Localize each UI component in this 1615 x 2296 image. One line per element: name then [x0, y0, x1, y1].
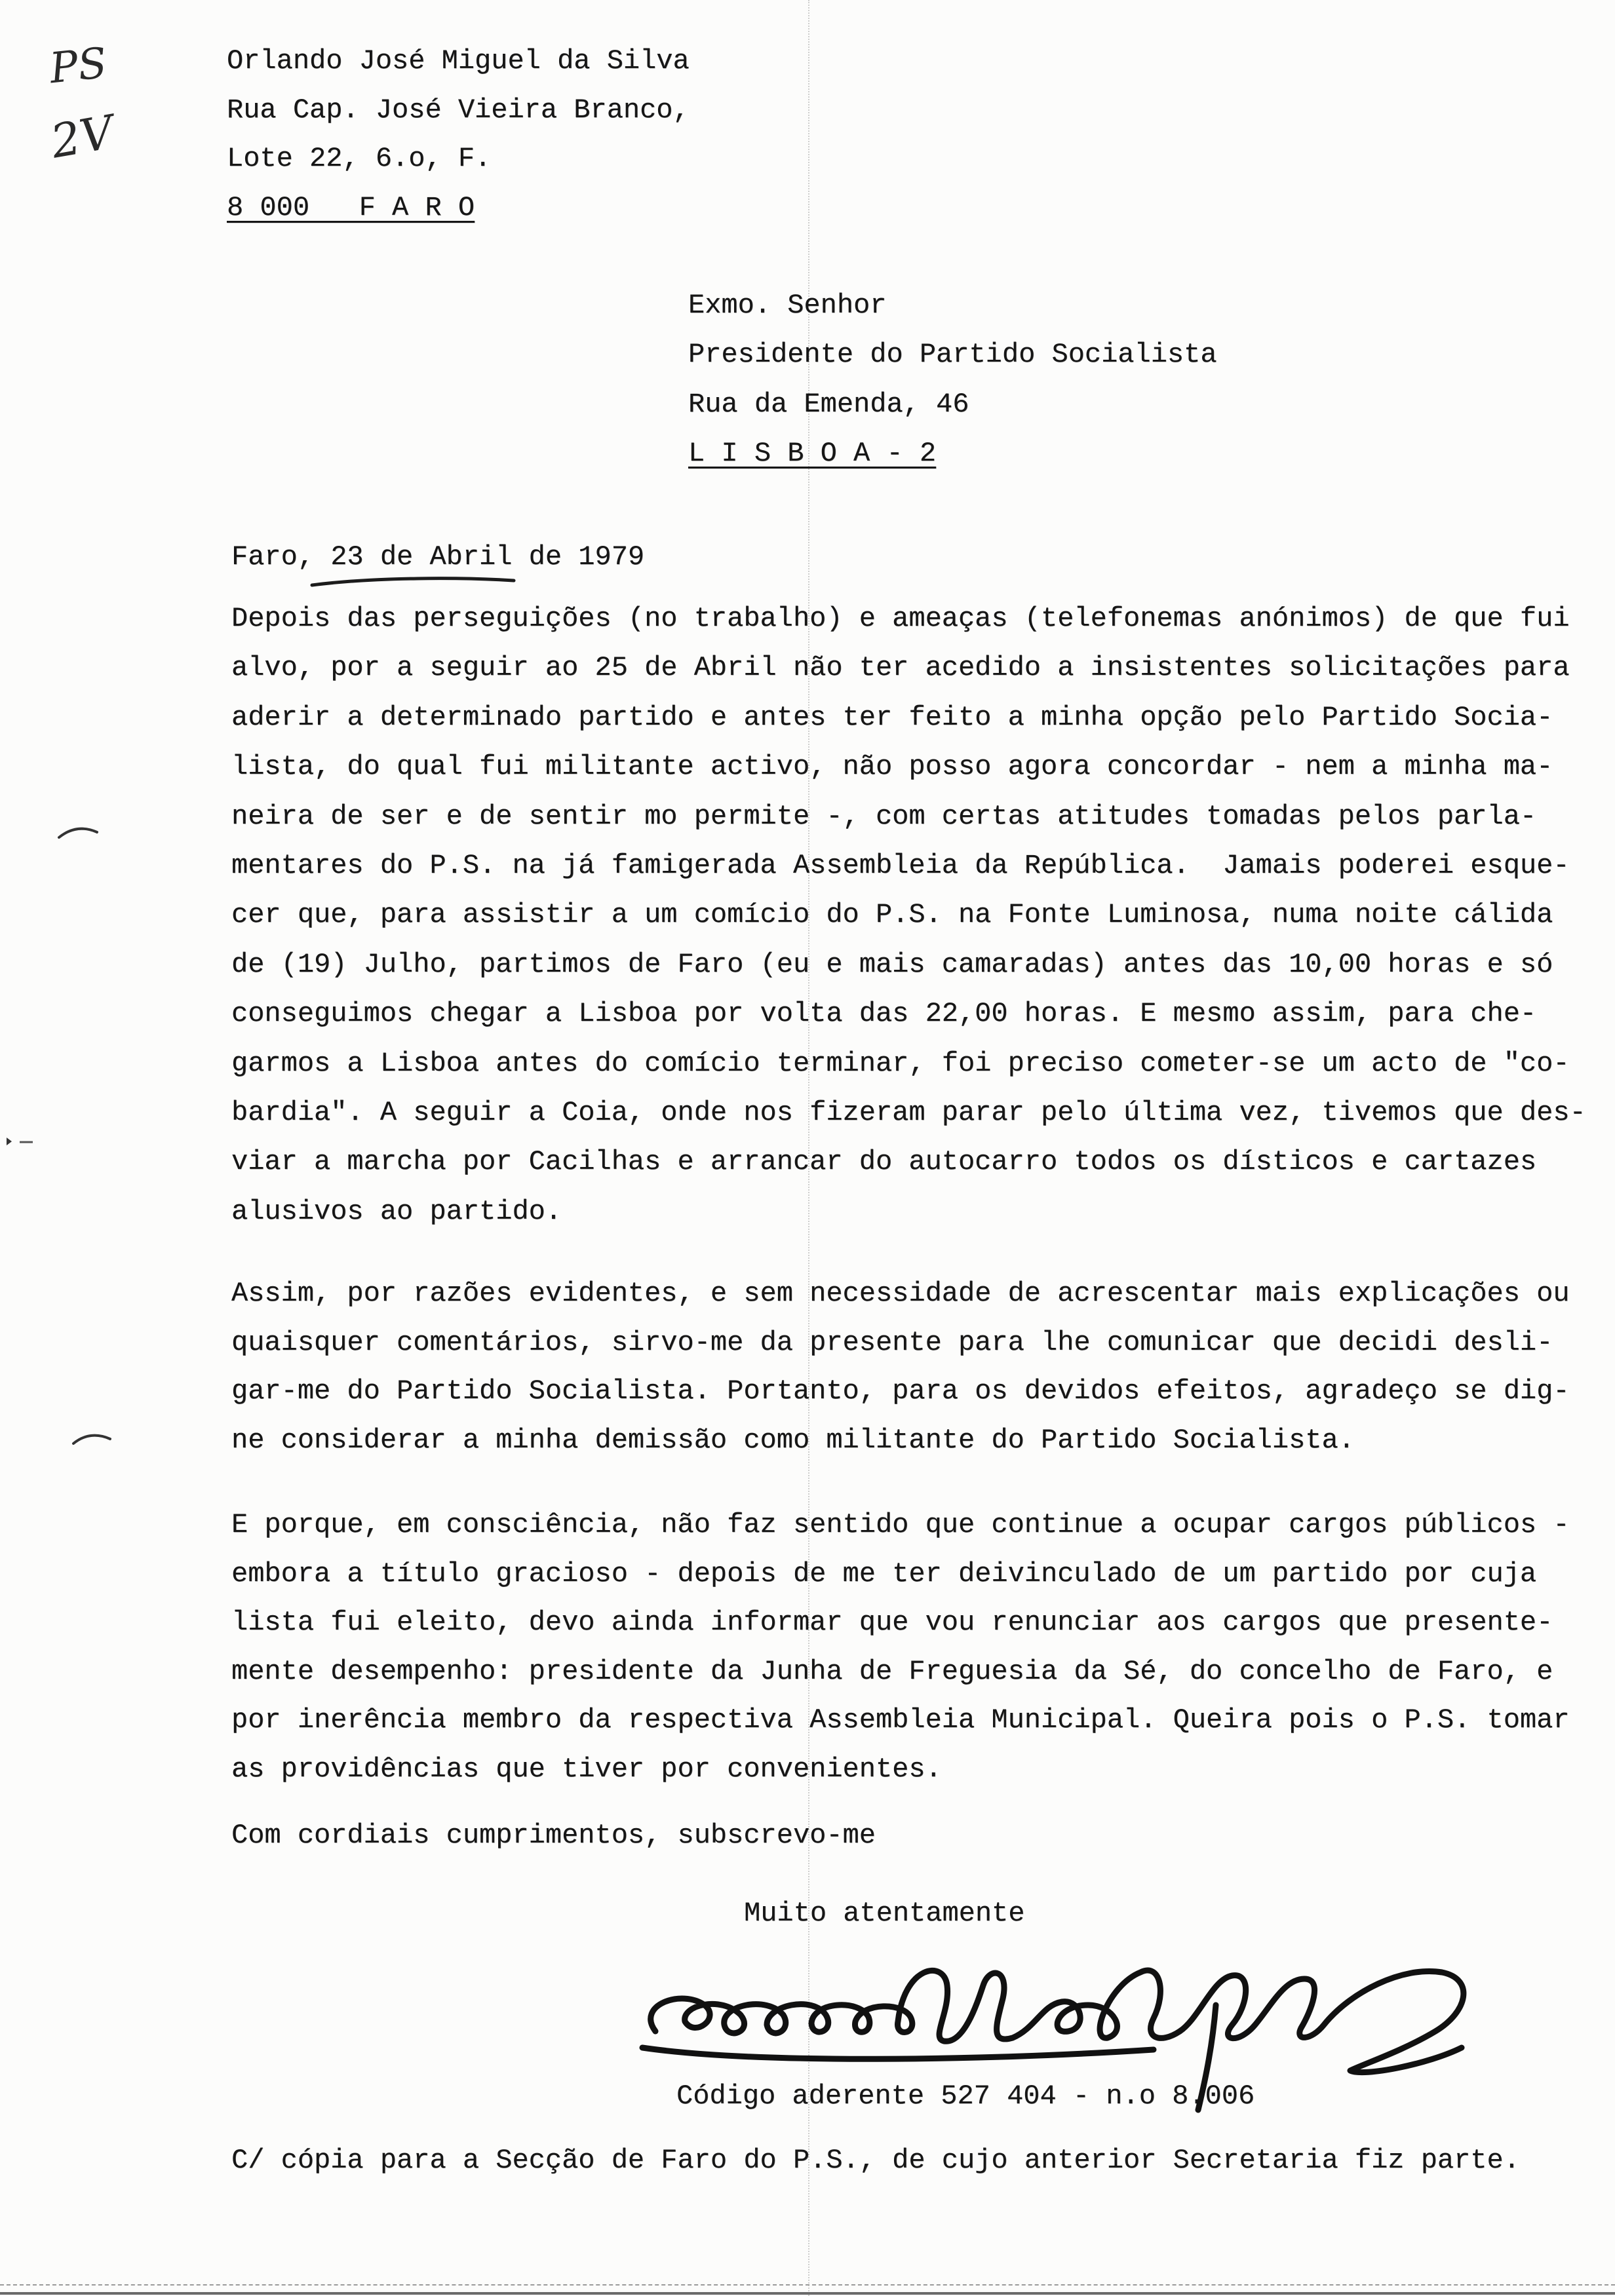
body-line: aderir a determinado partido e antes ter feito a minha opção pelo Partido Socia-	[231, 701, 1553, 733]
sender-lot: Lote 22, 6.o, F.	[227, 143, 492, 174]
body-line: embora a título gracioso - depois de me ter deivinculado de um partido por cuja	[231, 1558, 1537, 1590]
recipient-city: L I S B O A - 2	[688, 437, 937, 469]
body-line: gar-me do Partido Socialista. Portanto, para os devidos efeitos, agradeço se dig-	[231, 1375, 1570, 1407]
membership-code: Código aderente 527 404 - n.o 8.006	[676, 2080, 1255, 2112]
body-line: quaisquer comentários, sirvo-me da presente para lhe comunicar que decidi desli-	[231, 1326, 1553, 1358]
body-line: as providências que tiver por convenientes.	[231, 1753, 942, 1785]
recipient-salutation: Exmo. Senhor	[688, 290, 887, 321]
copy-note: C/ cópia para a Secção de Faro do P.S., de cujo anterior Secretaria fiz parte.	[231, 2145, 1520, 2176]
signature-underline	[642, 2048, 1154, 2059]
body-line: ne considerar a minha demissão como militante do Partido Socialista.	[231, 1424, 1355, 1456]
body-line: garmos a Lisboa antes do comício terminar, foi preciso cometer-se um acto de "co-	[231, 1047, 1570, 1079]
signature-flourish	[1180, 1971, 1464, 2072]
margin-note-bottom: 2V	[47, 105, 118, 169]
sender-address	[227, 37, 690, 232]
margin-mark	[7, 1138, 12, 1145]
letter-date: Faro, 23 de Abril de 1979	[231, 541, 645, 573]
recipient-street: Rua da Emenda, 46	[688, 388, 969, 420]
body-line: por inerência membro da respectiva Assembleia Municipal. Queira pois o P.S. tomar	[231, 1704, 1570, 1736]
body-line: bardia". A seguir a Coia, onde nos fizeram parar pelo última vez, tivemos que des-	[231, 1096, 1586, 1128]
body-line: cer que, para assistir a um comício do P.S. na Fonte Luminosa, numa noite cálida	[231, 899, 1553, 931]
bottom-edge-rule	[0, 2292, 1615, 2295]
body-line: de (19) Julho, partimos de Faro (eu e mais camaradas) antes das 10,00 horas e só	[231, 948, 1553, 980]
margin-note-top: PS	[47, 39, 109, 94]
sender-street: Rua Cap. José Vieira Branco,	[227, 94, 690, 126]
body-line: mente desempenho: presidente da Junha de Freguesia da Sé, do concelho de Faro, e	[231, 1655, 1553, 1687]
closing-greeting: Com cordiais cumprimentos, subscrevo-me	[231, 1820, 876, 1851]
body-line: mentares do P.S. na já famigerada Assembleia da República. Jamais poderei esque-	[231, 849, 1570, 881]
margin-mark	[59, 829, 97, 837]
body-line: conseguimos chegar a Lisboa por volta das 22,00 horas. E mesmo assim, para che-	[231, 998, 1537, 1030]
body-line: alusivos ao partido.	[231, 1195, 562, 1227]
body-line: E porque, em consciência, não faz sentido que continue a ocupar cargos públicos -	[231, 1509, 1570, 1540]
recipient-address	[688, 281, 1217, 478]
body-line: Assim, por razões evidentes, e sem necessidade de acrescentar mais explicações ou	[231, 1278, 1570, 1309]
closing-valediction: Muito atentamente	[744, 1898, 1025, 1929]
bottom-edge-dots	[0, 2284, 1615, 2286]
body-line: neira de ser e de sentir mo permite -, com certas atitudes tomadas pelos parla-	[231, 800, 1537, 832]
margin-mark	[73, 1436, 110, 1444]
body-line: lista, do qual fui militante activo, não posso agora concordar - nem a minha ma-	[231, 751, 1553, 783]
body-line: Depois das perseguições (no trabalho) e ameaças (telefonemas anónimos) de que fui	[231, 603, 1570, 634]
paragraph-1	[231, 594, 1586, 1236]
recipient-title: Presidente do Partido Socialista	[688, 339, 1217, 371]
signature-loops	[651, 1970, 1180, 2041]
paragraph-3	[231, 1501, 1570, 1794]
sender-city: 8 000 F A R O	[227, 191, 475, 223]
body-line: viar a marcha por Cacilhas e arrancar do autocarro todos os dísticos e cartazes	[231, 1146, 1537, 1178]
body-line: lista fui eleito, devo ainda informar que vou renunciar aos cargos que presente-	[231, 1607, 1553, 1639]
body-line: alvo, por a seguir ao 25 de Abril não ter acedido a insistentes solicitações para	[231, 652, 1570, 684]
paragraph-2	[231, 1269, 1570, 1464]
sender-name: Orlando José Miguel da Silva	[227, 45, 690, 77]
